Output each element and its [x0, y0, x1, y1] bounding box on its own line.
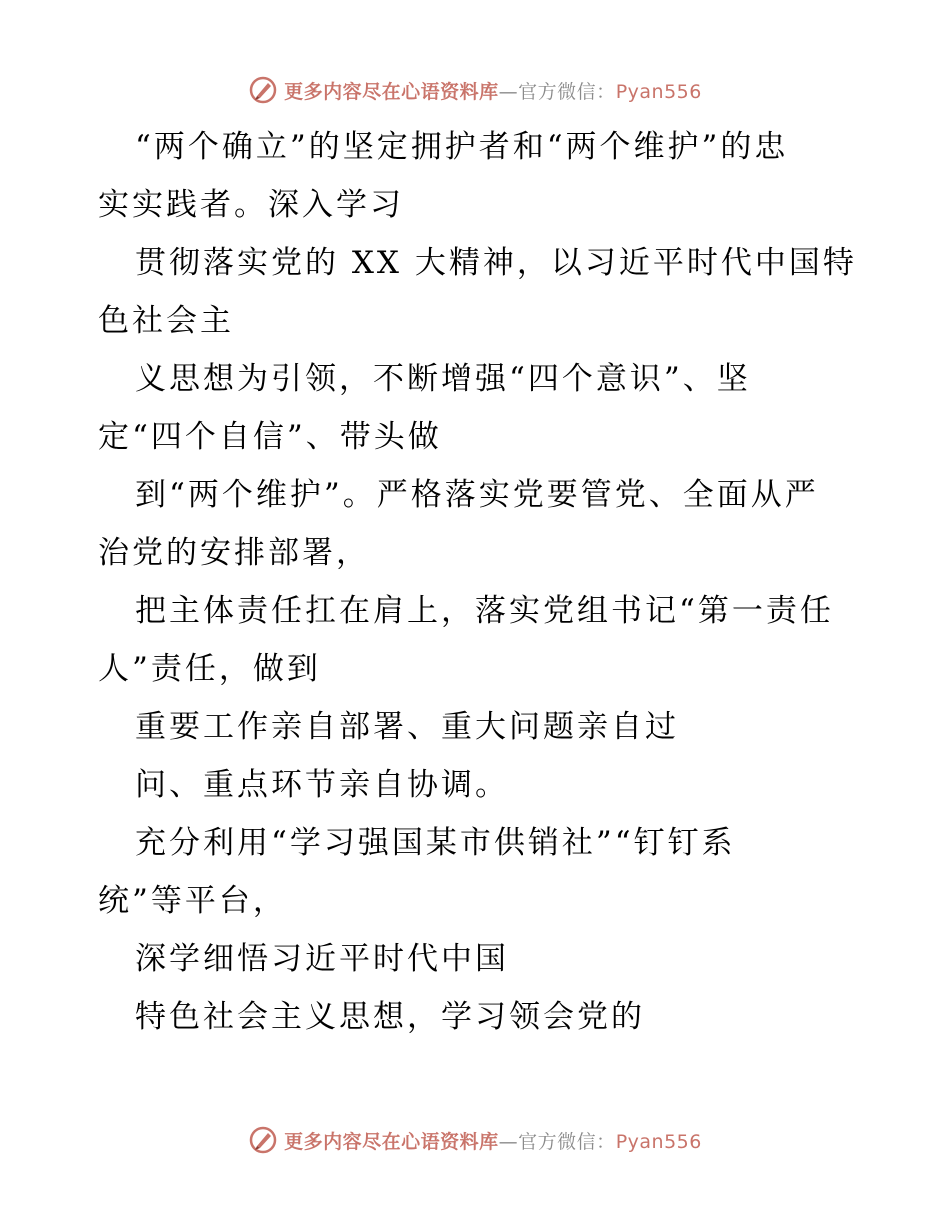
body-line: 深学细悟习近平时代中国	[135, 941, 509, 977]
pen-logo-icon	[248, 75, 278, 105]
body-line: 贯彻落实党的 XX 大精神，以习近平时代中国特	[135, 245, 857, 281]
header-account-text: Pyan556	[615, 80, 702, 103]
body-line: 实实践者。深入学习	[98, 187, 404, 223]
body-line: 治党的安排部署，	[98, 535, 370, 571]
document-body	[98, 118, 858, 1046]
body-line: 特色社会主义思想，学习领会党的	[135, 999, 645, 1035]
footer-watermark-banner	[0, 1120, 950, 1160]
body-line: 定“四个自信”、带头做	[98, 419, 442, 455]
header-separator: —	[498, 80, 519, 103]
body-line: 人”责任，做到	[98, 651, 321, 687]
footer-label-text: 官方微信：	[518, 1130, 616, 1153]
footer-banner-text	[284, 1127, 702, 1154]
body-line: 色社会主	[98, 303, 234, 339]
header-label-text: 官方微信：	[518, 80, 616, 103]
body-line: 问、重点环节亲自协调。	[135, 767, 509, 803]
body-line: 到“两个维护”。严格落实党要管党、全面从严	[135, 477, 819, 513]
header-watermark-banner	[0, 70, 950, 110]
body-line: 义思想为引领，不断增强“四个意识”、坚	[135, 361, 751, 397]
header-banner-text	[284, 77, 702, 104]
footer-account-text: Pyan556	[615, 1130, 702, 1153]
footer-brand-text: 更多内容尽在心语资料库	[284, 1130, 499, 1153]
body-line: 重要工作亲自部署、重大问题亲自过	[135, 709, 679, 745]
body-line: “两个确立”的坚定拥护者和“两个维护”的忠	[135, 129, 789, 165]
pen-logo-icon	[248, 1125, 278, 1155]
footer-separator: —	[498, 1130, 519, 1153]
body-line: 充分利用“学习强国某市供销社”“钉钉系	[135, 825, 736, 861]
body-line: 统”等平台，	[98, 883, 287, 919]
body-line: 把主体责任扛在肩上，落实党组书记“第一责任	[135, 593, 834, 629]
header-brand-text: 更多内容尽在心语资料库	[284, 80, 499, 103]
